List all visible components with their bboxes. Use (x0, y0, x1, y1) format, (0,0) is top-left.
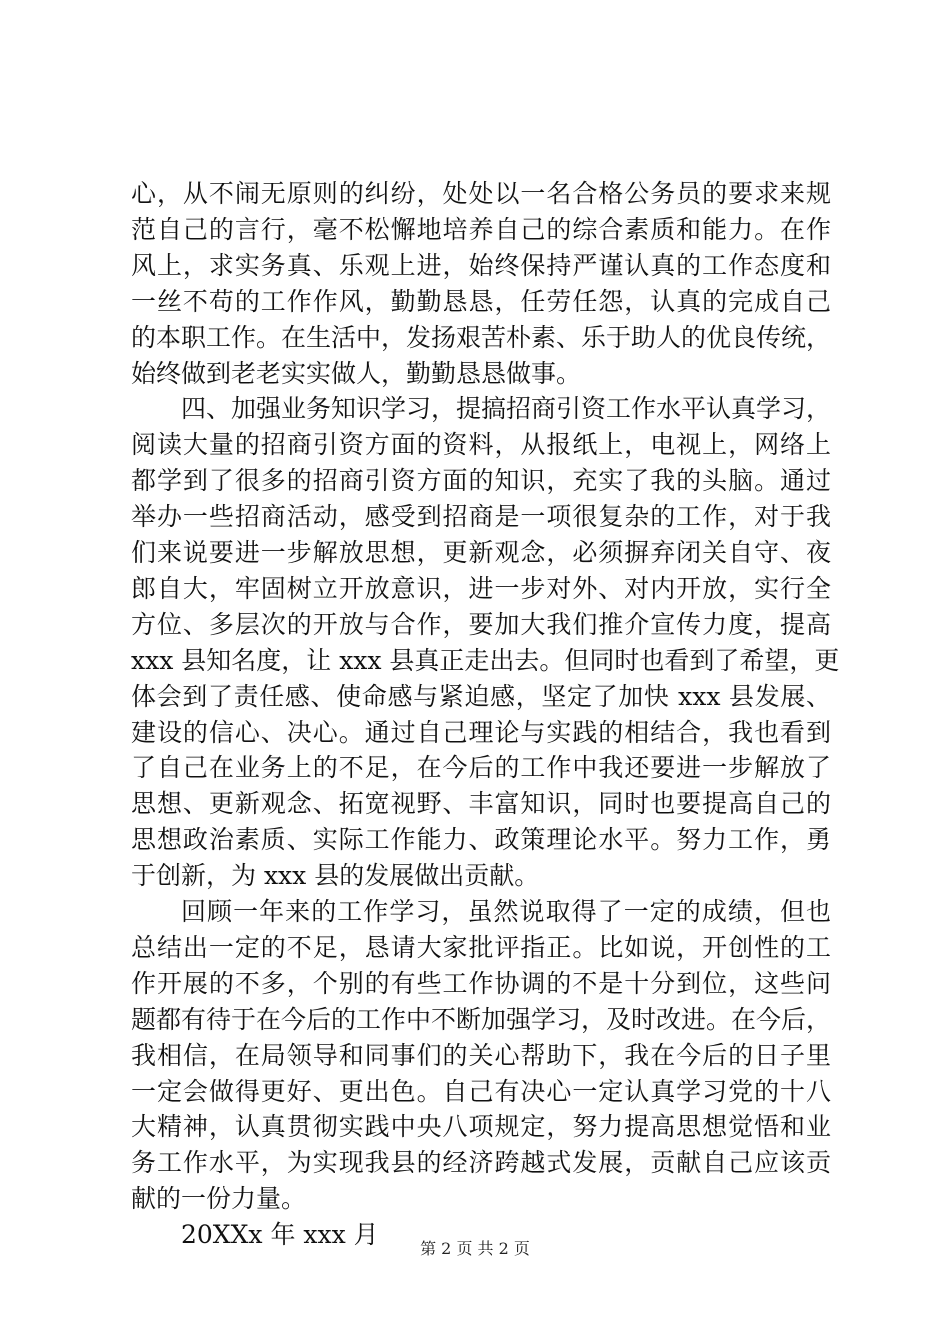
body-line: 思想政治素质、实际工作能力、政策理论水平。努力工作，勇 (131, 825, 831, 855)
body-line: 我相信，在局领导和同事们的关心帮助下，我在今后的日子里 (131, 1040, 831, 1070)
body-line: 们来说要进一步解放思想，更新观念，必须摒弃闭关自守、夜 (131, 538, 831, 567)
body-line: 都学到了很多的招商引资方面的知识，充实了我的头脑。通过 (131, 466, 831, 496)
body-line: 方位、多层次的开放与合作，要加大我们推介宣传力度，提高 (131, 609, 831, 639)
body-line: 总结出一定的不足，恳请大家批评指正。比如说，开创性的工 (131, 932, 831, 962)
body-line: 阅读大量的招商引资方面的资料，从报纸上，电视上，网络上 (131, 430, 831, 460)
body-line: 大精神，认真贯彻实践中央八项规定，努力提高思想觉悟和业 (131, 1112, 831, 1142)
body-line: 风上，求实务真、乐观上进，始终保持严谨认真的工作态度和 (131, 250, 831, 280)
body-line: 于创新，为 xxx 县的发展做出贡献。 (131, 861, 540, 891)
body-line: 建设的信心、决心。通过自己理论与实践的相结合，我也看到 (131, 717, 831, 747)
body-line: 的本职工作。在生活中，发扬艰苦朴素、乐于助人的优良传统， (131, 322, 832, 352)
body-line: 作开展的不多，个别的有些工作协调的不是十分到位，这些问 (131, 968, 831, 998)
body-line: 一丝不苟的工作作风，勤勤恳恳，任劳任怨，认真的完成自己 (131, 286, 831, 316)
section-heading-line: 四、加强业务知识学习，提搞招商引资工作水平认真学习， (181, 394, 832, 424)
body-line: xxx 县知名度，让 xxx 县真正走出去。但同时也看到了希望，更 (131, 645, 840, 675)
body-line: 思想、更新观念、拓宽视野、丰富知识，同时也要提高自己的 (131, 789, 831, 819)
body-line: 务工作水平，为实现我县的经济跨越式发展，贡献自己应该贡 (131, 1148, 831, 1178)
body-line: 一定会做得更好、更出色。自己有决心一定认真学习党的十八 (131, 1076, 831, 1106)
paragraph-start-line: 回顾一年来的工作学习，虽然说取得了一定的成绩，但也 (181, 897, 831, 926)
page-footer: 第 2 页 共 2 页 (420, 1239, 530, 1258)
body-line: 题都有待于在今后的工作中不断加强学习，及时改进。在今后， (131, 1004, 832, 1034)
body-line: 郎自大，牢固树立开放意识，进一步对外、对内开放，实行全 (131, 573, 831, 603)
body-line: 体会到了责任感、使命感与紧迫感，坚定了加快 xxx 县发展、 (131, 681, 831, 711)
body-line: 范自己的言行，毫不松懈地培养自己的综合素质和能力。在作 (131, 214, 831, 244)
body-line: 了自己在业务上的不足，在今后的工作中我还要进一步解放了 (131, 753, 831, 783)
document-date: 20XXx 年 xxx 月 (181, 1220, 379, 1250)
body-line: 举办一些招商活动，感受到招商是一项很复杂的工作，对于我 (131, 502, 831, 532)
body-line: 始终做到老老实实做人，勤勤恳恳做事。 (131, 358, 582, 388)
body-line: 献的一份力量。 (131, 1184, 307, 1214)
body-line: 心，从不闹无原则的纠纷，处处以一名合格公务员的要求来规 (131, 179, 831, 208)
